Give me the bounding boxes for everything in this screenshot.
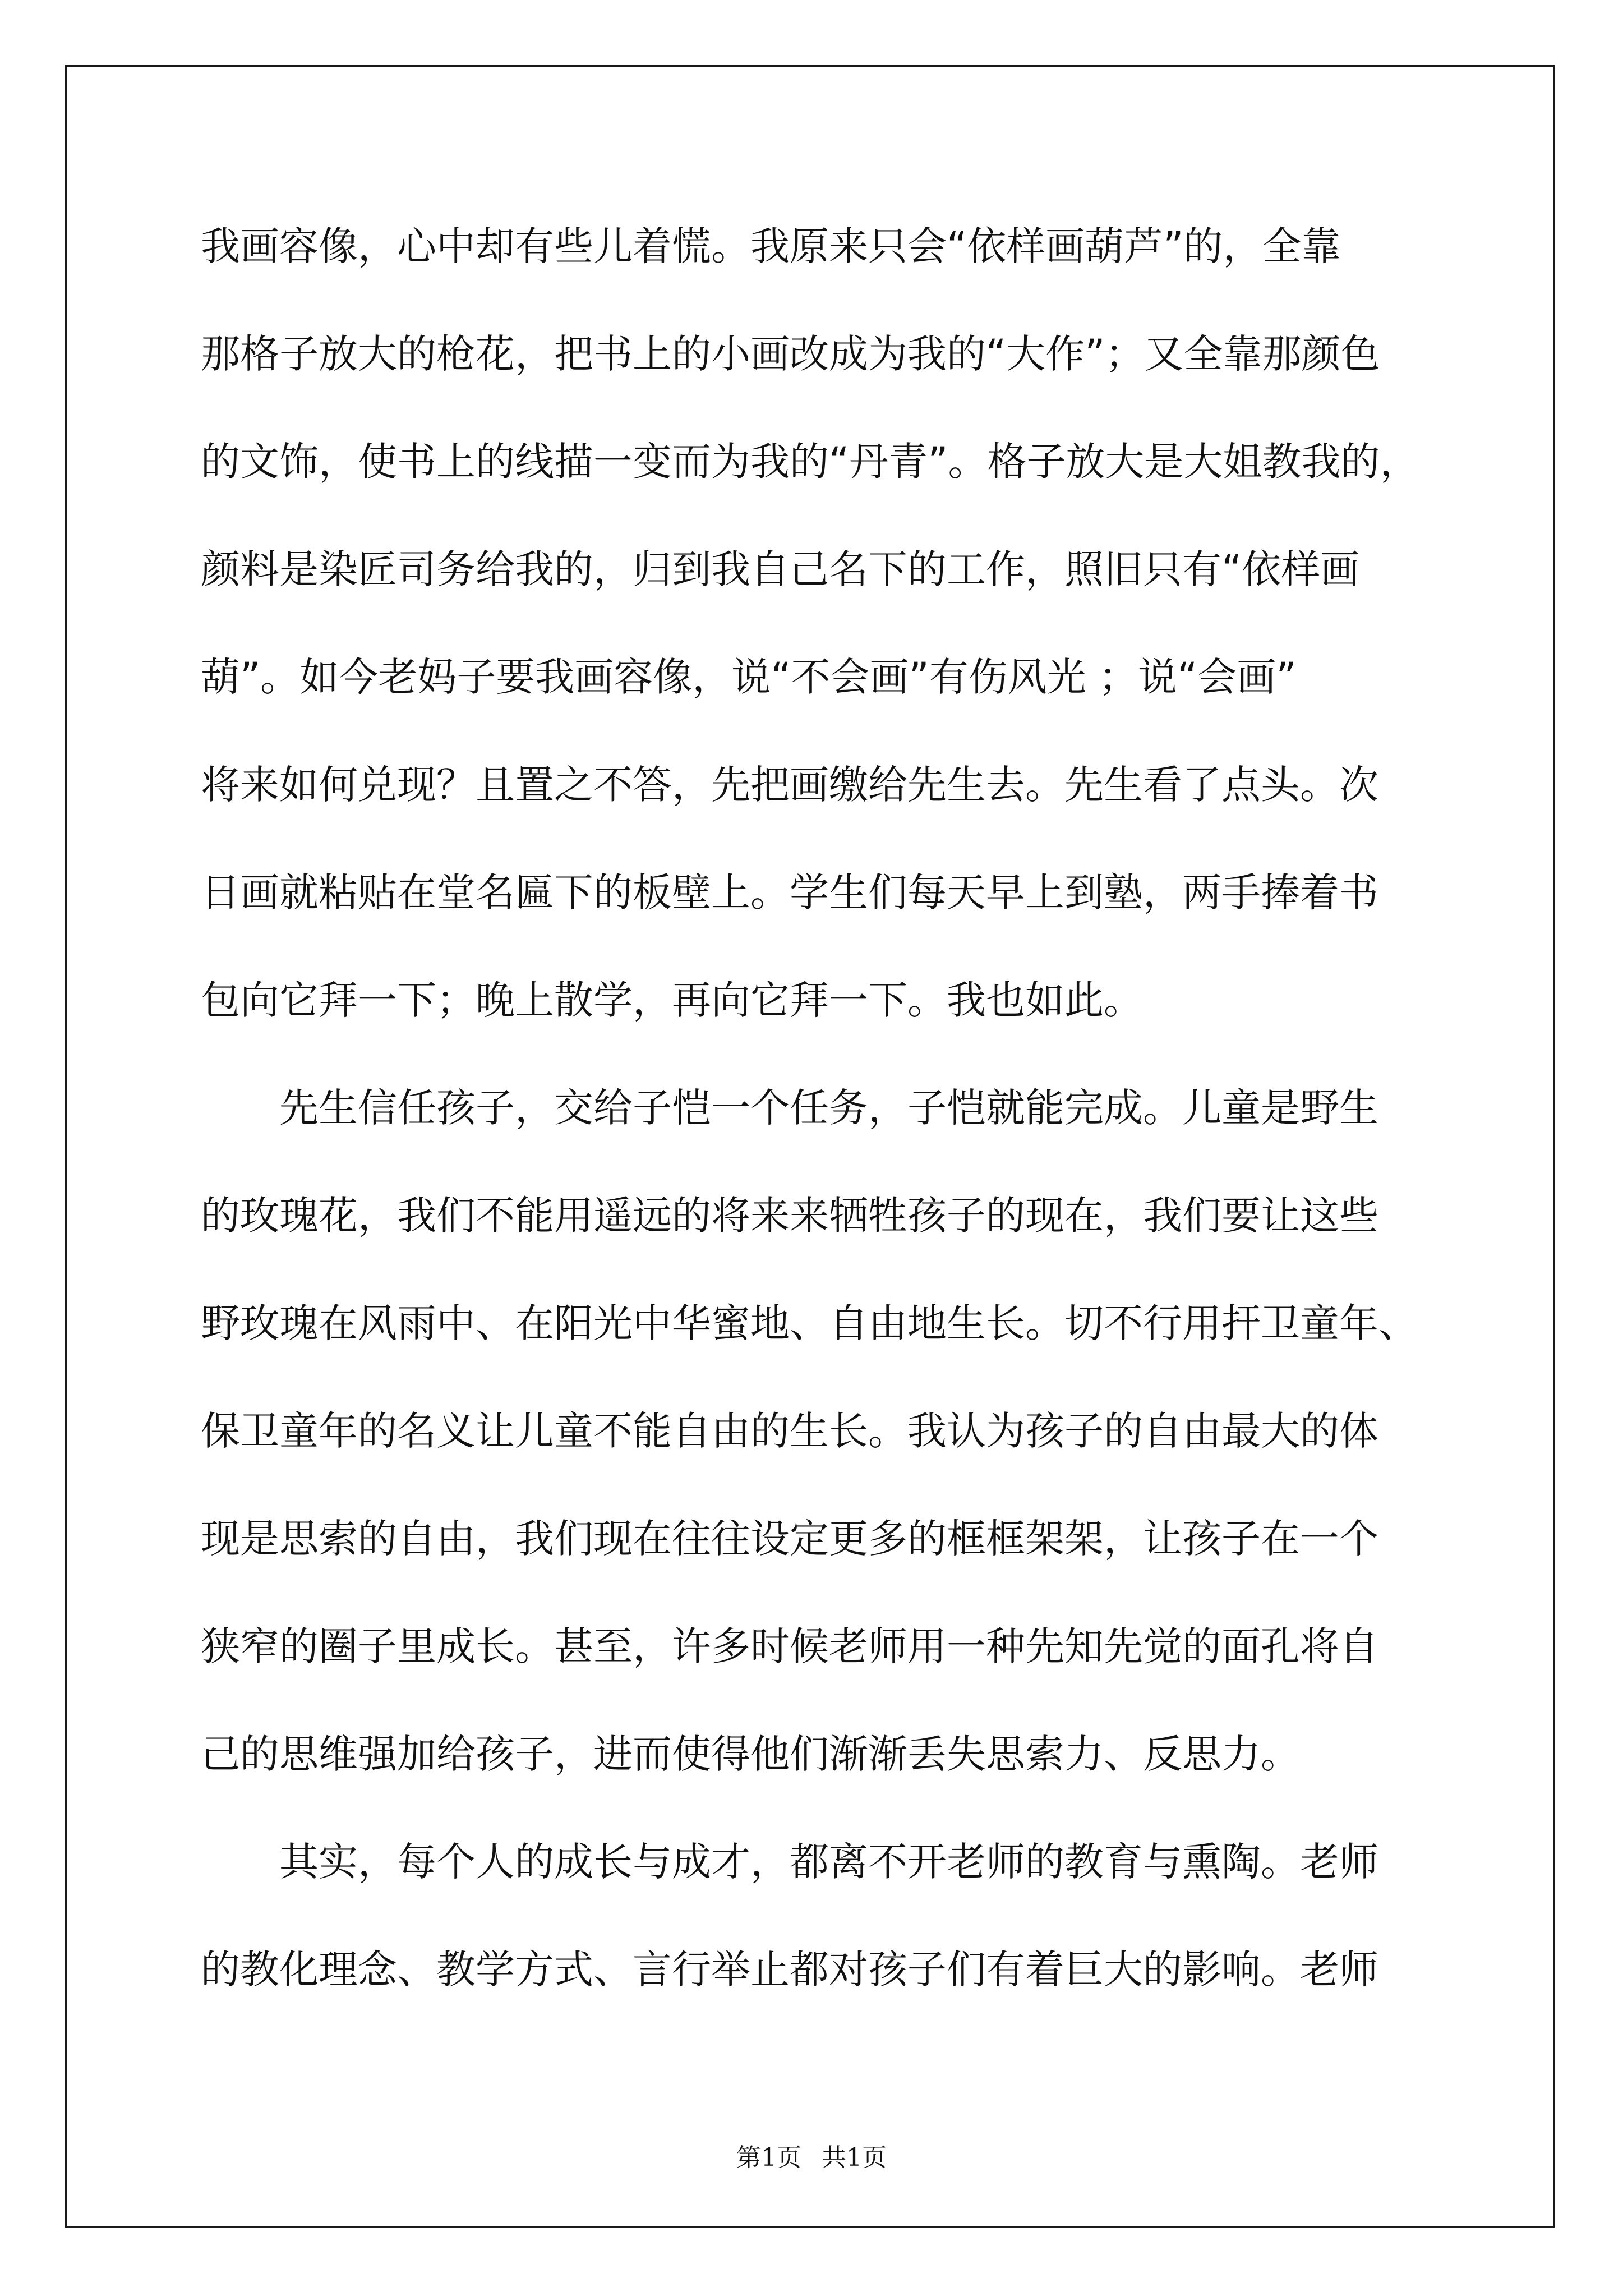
text-line-2: 那格子放大的枪花，把书上的小画改成为我的“大作”；又全靠那颜色 [201, 331, 1380, 377]
text-line-8: 包向它拜一下；晚上散学，再向它拜一下。我也如此。 [201, 977, 1143, 1023]
text-line-17: 的教化理念、教学方式、言行举止都对孩子们有着巨大的影响。老师 [201, 1947, 1378, 1993]
text-line-1: 我画容像，心中却有些儿着慌。我原来只会“依样画葫芦”的，全靠 [201, 223, 1341, 269]
text-line-10: 的玫瑰花，我们不能用遥远的将来来牺牲孩子的现在，我们要让这些 [201, 1193, 1378, 1239]
text-line-7: 日画就粘贴在堂名匾下的板壁上。学生们每天早上到塾，两手捧着书 [201, 869, 1378, 915]
text-line-5: 葫”。如今老妈子要我画容像，说“不会画”有伤风光 ；说“会画” [201, 654, 1297, 700]
text-line-11: 野玫瑰在风雨中、在阳光中华蜜地、自由地生长。切不行用扞卫童年、 [201, 1300, 1418, 1346]
text-line-6: 将来如何兑现？且置之不答，先把画缴给先生去。先生看了点头。次 [201, 762, 1378, 808]
page-footer [0, 2137, 1623, 2173]
text-line-4: 颜料是染匠司务给我的，归到我自己名下的工作，照旧只有“依样画 [201, 546, 1360, 592]
page-total: 共1页 [822, 2143, 887, 2172]
text-line-13: 现是思索的自由，我们现在往往设定更多的框框架架，让孩子在一个 [201, 1516, 1378, 1562]
text-line-15: 己的思维强加给孩子，进而使得他们渐渐丢失思索力、反思力。 [201, 1731, 1300, 1777]
paragraph-3-start: 其实，每个人的成长与成才，都离不开老师的教育与熏陶。老师 [279, 1839, 1378, 1885]
text-line-12: 保卫童年的名义让儿童不能自由的生长。我认为孩子的自由最大的体 [201, 1408, 1378, 1454]
page-number: 第1页 [736, 2143, 801, 2172]
text-line-14: 狭窄的圈子里成长。甚至，许多时候老师用一种先知先觉的面孔将自 [201, 1623, 1378, 1669]
text-line-3: 的文饰，使书上的线描一变而为我的“丹青”。格子放大是大姐教我的， [201, 439, 1419, 485]
paragraph-2-start: 先生信任孩子，交给子恺一个任务，子恺就能完成。儿童是野生 [279, 1085, 1378, 1131]
page-border [65, 65, 1555, 2228]
